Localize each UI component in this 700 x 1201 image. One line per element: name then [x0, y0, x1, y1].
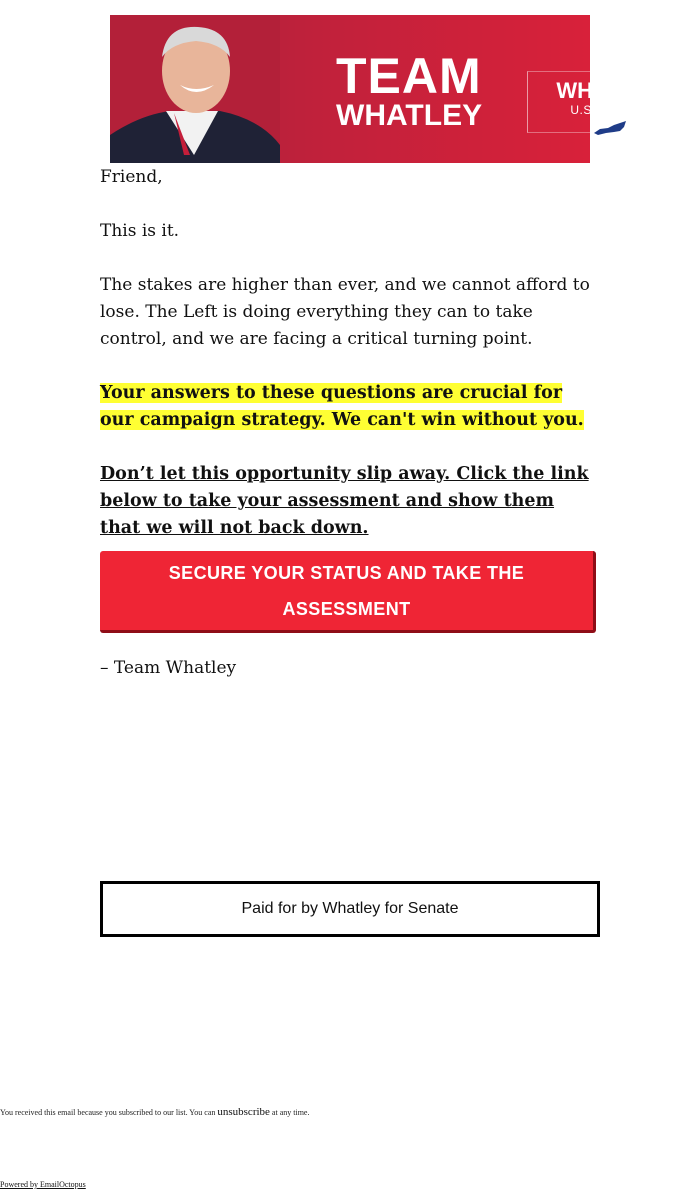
banner-team-text: TEAM: [336, 48, 482, 104]
senate-logo-subtitle: U.S. SENATE: [570, 103, 650, 117]
call-to-action-text[interactable]: Don’t let this opportunity slip away. Click the link below to take your assessment and show them that we will not back down.: [100, 464, 589, 538]
intro-line: This is it.: [100, 221, 180, 241]
take-assessment-button[interactable]: SECURE YOUR STATUS AND TAKE THE ASSESSMENT: [100, 551, 596, 633]
signoff: – Team Whatley: [100, 658, 237, 678]
powered-by-link[interactable]: Powered by EmailOctopus: [0, 1180, 86, 1189]
footer-note-before: You received this email because you subscribed to our list. You can: [0, 1108, 218, 1117]
greeting: Friend,: [100, 167, 163, 187]
disclaimer-box: [100, 881, 600, 937]
candidate-photo: [110, 15, 280, 163]
disclaimer-text: Paid for by Whatley for Senate: [241, 900, 459, 917]
stakes-paragraph: The stakes are higher than ever, and we cannot afford to lose. The Left is doing everything they can to take control, and we are facing a critical turning point.: [100, 275, 590, 349]
header-banner: [110, 15, 664, 163]
footer-note-after: at any time.: [269, 1108, 310, 1117]
footer-note: [0, 1105, 700, 1120]
banner-whatley-text: WHATLEY: [336, 99, 483, 132]
north-carolina-icon: [594, 121, 626, 135]
unsubscribe-link[interactable]: unsubscribe: [217, 1106, 270, 1118]
senate-logo-name: WHATLEY: [556, 78, 664, 103]
highlight-paragraph: [100, 380, 600, 434]
highlight-text: Your answers to these questions are crucial for our campaign strategy. We can't win without you.: [100, 383, 584, 430]
